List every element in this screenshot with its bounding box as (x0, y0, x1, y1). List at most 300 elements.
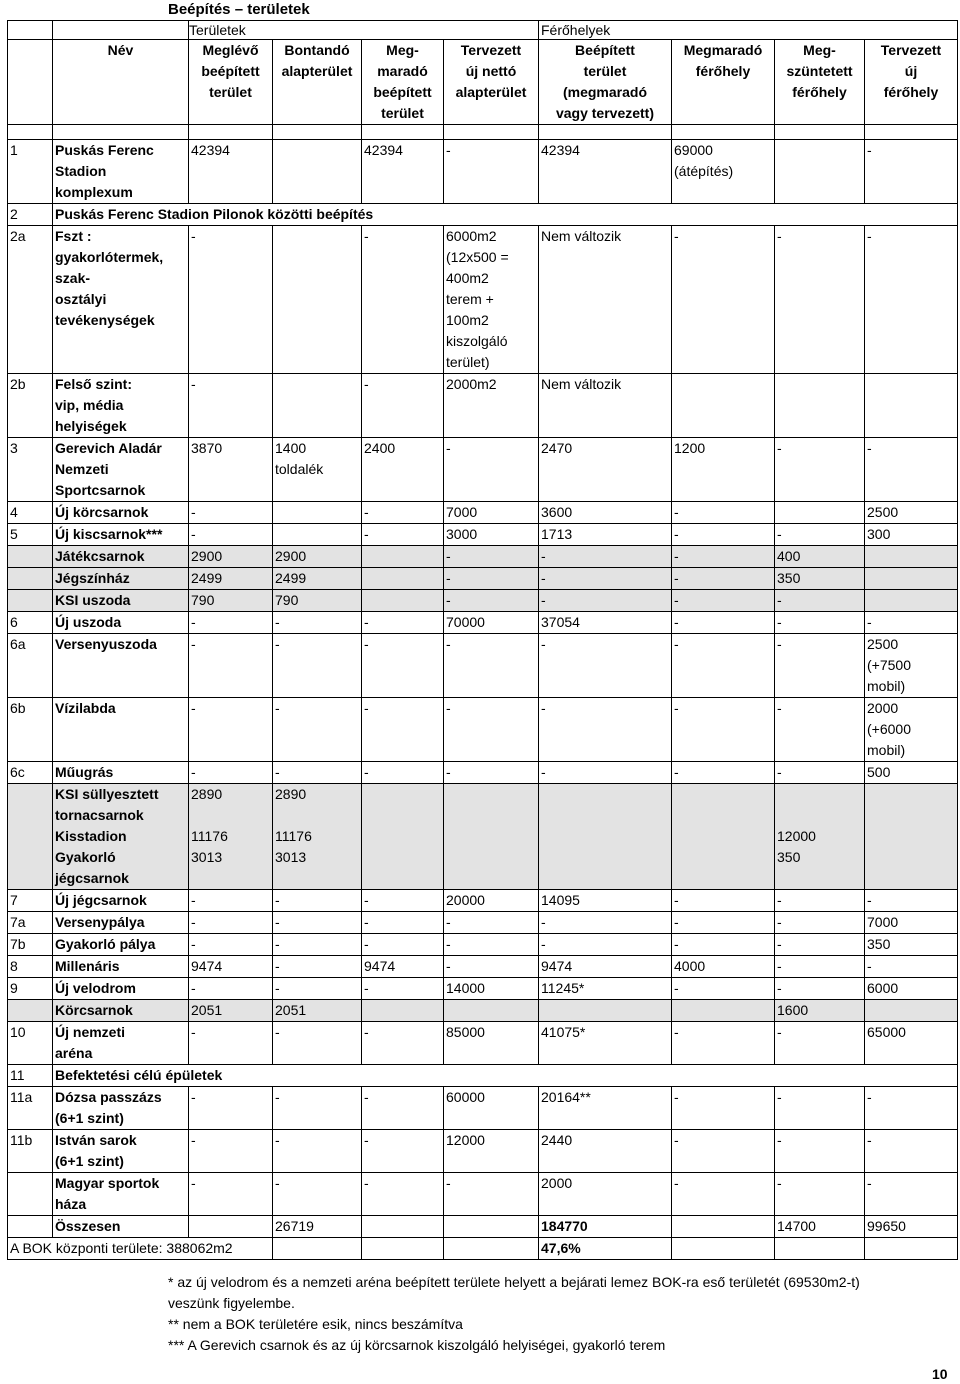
value-cell: - (273, 1173, 362, 1216)
value-cell (672, 374, 775, 438)
value-cell: 12000 350 (775, 784, 865, 890)
row-name-cell: Új körcsarnok (53, 502, 189, 524)
value-cell: - (775, 956, 865, 978)
value-cell: - (865, 226, 958, 374)
col-header-existing: Meglévő beépített terület (189, 40, 273, 125)
row-name-cell: KSI süllyesztett tornacsarnok Kisstadion Gyakorló jégcsarnok (53, 784, 189, 890)
value-cell: - (189, 502, 273, 524)
table-row (8, 502, 958, 524)
col-header-built: Beépített terület (megmaradó vagy tervezett) (539, 40, 672, 125)
row-name-cell: Befektetési célú épületek (53, 1065, 958, 1087)
row-number-cell: 1 (8, 140, 53, 204)
table-row (8, 524, 958, 546)
value-cell: - (672, 568, 775, 590)
value-cell: - (775, 912, 865, 934)
value-cell: 1600 (775, 1000, 865, 1022)
value-cell: - (444, 912, 539, 934)
value-cell: 2499 (273, 568, 362, 590)
row-number-cell (8, 546, 53, 568)
value-cell: - (444, 438, 539, 502)
value-cell (672, 1000, 775, 1022)
value-cell: - (362, 890, 444, 912)
row-number-cell: 3 (8, 438, 53, 502)
value-cell: - (865, 612, 958, 634)
row-name-cell: Új uszoda (53, 612, 189, 634)
value-cell (865, 374, 958, 438)
value-cell: - (273, 956, 362, 978)
value-cell: 790 (273, 590, 362, 612)
row-name-cell: Új velodrom (53, 978, 189, 1000)
table-row (8, 912, 958, 934)
value-cell: 14000 (444, 978, 539, 1000)
row-name-cell: Gyakorló pálya (53, 934, 189, 956)
value-cell: 2000 (539, 1173, 672, 1216)
value-cell: - (444, 634, 539, 698)
value-cell: - (865, 1130, 958, 1173)
value-cell: - (775, 1130, 865, 1173)
row-name-cell: Vízilabda (53, 698, 189, 762)
value-cell: - (362, 1087, 444, 1130)
row-number-cell: 7a (8, 912, 53, 934)
value-cell: - (672, 226, 775, 374)
value-cell: - (444, 934, 539, 956)
value-cell: - (672, 1130, 775, 1173)
value-cell: - (444, 546, 539, 568)
value-cell: - (775, 1087, 865, 1130)
value-cell: - (444, 568, 539, 590)
value-cell: - (189, 978, 273, 1000)
value-cell: - (362, 762, 444, 784)
value-cell: 2890 11176 3013 (189, 784, 273, 890)
value-cell: 2890 11176 3013 (273, 784, 362, 890)
value-cell (865, 1000, 958, 1022)
row-number-cell: 11b (8, 1130, 53, 1173)
table-row (8, 1022, 958, 1065)
table-row (8, 612, 958, 634)
value-cell: - (444, 1173, 539, 1216)
row-name-cell: Gerevich Aladár Nemzeti Sportcsarnok (53, 438, 189, 502)
value-cell: 2051 (189, 1000, 273, 1022)
value-cell: - (444, 698, 539, 762)
row-name-cell: Dózsa passzázs (6+1 szint) (53, 1087, 189, 1130)
row-number-cell: 6a (8, 634, 53, 698)
table-row (8, 1087, 958, 1130)
value-cell: - (775, 1173, 865, 1216)
group-header-areas: Területek (189, 21, 539, 40)
value-cell: - (273, 634, 362, 698)
row-name-cell: Jégszínház (53, 568, 189, 590)
value-cell (539, 1000, 672, 1022)
value-cell: 300 (865, 524, 958, 546)
table-row (8, 1173, 958, 1216)
value-cell: - (865, 140, 958, 204)
col-header-planned-net: Tervezett új nettó alapterület (444, 40, 539, 125)
value-cell (362, 1000, 444, 1022)
value-cell (775, 1238, 865, 1260)
table-row (8, 590, 958, 612)
value-cell: - (362, 502, 444, 524)
value-cell (273, 140, 362, 204)
row-number-cell: 2b (8, 374, 53, 438)
value-cell: 69000 (átépítés) (672, 140, 775, 204)
table-row (8, 1130, 958, 1173)
value-cell: - (672, 912, 775, 934)
value-cell: - (362, 1022, 444, 1065)
value-cell: 20164** (539, 1087, 672, 1130)
value-cell (362, 546, 444, 568)
value-cell: 9474 (539, 956, 672, 978)
row-number-cell (8, 784, 53, 890)
value-cell: - (539, 634, 672, 698)
value-cell: - (672, 890, 775, 912)
value-cell: - (775, 890, 865, 912)
value-cell: - (865, 890, 958, 912)
value-cell (672, 1216, 775, 1238)
value-cell: 6000 (865, 978, 958, 1000)
row-number-cell: 5 (8, 524, 53, 546)
value-cell: - (362, 374, 444, 438)
value-cell: 1713 (539, 524, 672, 546)
value-cell: 184770 (539, 1216, 672, 1238)
value-cell: - (362, 934, 444, 956)
value-cell: - (362, 912, 444, 934)
value-cell: 9474 (189, 956, 273, 978)
row-number-cell: 10 (8, 1022, 53, 1065)
row-number-cell (8, 1000, 53, 1022)
value-cell: - (362, 634, 444, 698)
row-name-cell: Fszt : gyakorlótermek, szak- osztályi tevékenységek (53, 226, 189, 374)
value-cell: 2051 (273, 1000, 362, 1022)
value-cell: Nem változik (539, 226, 672, 374)
value-cell (362, 784, 444, 890)
value-cell: - (775, 634, 865, 698)
value-cell: - (865, 1087, 958, 1130)
value-cell: - (444, 140, 539, 204)
value-cell (273, 502, 362, 524)
value-cell: - (775, 438, 865, 502)
value-cell (865, 568, 958, 590)
value-cell: - (273, 978, 362, 1000)
value-cell: 350 (865, 934, 958, 956)
row-name-cell: István sarok (6+1 szint) (53, 1130, 189, 1173)
value-cell: - (672, 612, 775, 634)
value-cell: 3870 (189, 438, 273, 502)
value-cell: - (539, 698, 672, 762)
value-cell: 42394 (539, 140, 672, 204)
col-header-remaining-spaces: Megmaradó férőhely (672, 40, 775, 125)
value-cell (775, 374, 865, 438)
row-number-cell: 6 (8, 612, 53, 634)
row-name-cell: KSI uszoda (53, 590, 189, 612)
row-number-cell: 8 (8, 956, 53, 978)
group-header-spaces: Férőhelyek (539, 21, 958, 40)
value-cell (444, 784, 539, 890)
value-cell: - (672, 934, 775, 956)
row-number-cell: 4 (8, 502, 53, 524)
value-cell: - (189, 226, 273, 374)
value-cell: - (539, 546, 672, 568)
value-cell: - (539, 912, 672, 934)
value-cell (865, 590, 958, 612)
value-cell (273, 226, 362, 374)
value-cell (865, 784, 958, 890)
value-cell: - (189, 1087, 273, 1130)
value-cell (189, 1216, 273, 1238)
value-cell: 11245* (539, 978, 672, 1000)
table-row (8, 546, 958, 568)
row-name-cell: Körcsarnok (53, 1000, 189, 1022)
row-number-cell: 7b (8, 934, 53, 956)
table-row (8, 1065, 958, 1087)
value-cell (539, 784, 672, 890)
page-number: 10 (932, 1366, 948, 1382)
value-cell: 2900 (273, 546, 362, 568)
table-row (8, 1216, 958, 1238)
value-cell: - (189, 374, 273, 438)
value-cell: - (362, 1130, 444, 1173)
value-cell: - (775, 524, 865, 546)
value-cell: 26719 (273, 1216, 362, 1238)
table-body (8, 140, 958, 1260)
value-cell (362, 568, 444, 590)
value-cell: 47,6% (539, 1238, 672, 1260)
value-cell: - (362, 226, 444, 374)
col-header-remaining: Meg- maradó beépített terület (362, 40, 444, 125)
value-cell: 2470 (539, 438, 672, 502)
value-cell: - (273, 890, 362, 912)
value-cell: - (775, 612, 865, 634)
value-cell: 70000 (444, 612, 539, 634)
row-number-cell: 6c (8, 762, 53, 784)
value-cell: 2400 (362, 438, 444, 502)
table-row (8, 956, 958, 978)
value-cell: - (672, 762, 775, 784)
row-number-cell: 2a (8, 226, 53, 374)
value-cell: - (189, 634, 273, 698)
value-cell: 3600 (539, 502, 672, 524)
value-cell: - (672, 634, 775, 698)
value-cell: - (539, 590, 672, 612)
value-cell: - (273, 934, 362, 956)
value-cell: 9474 (362, 956, 444, 978)
value-cell: 4000 (672, 956, 775, 978)
value-cell: - (672, 502, 775, 524)
value-cell: 65000 (865, 1022, 958, 1065)
footnote-2: ** nem a BOK területére esik, nincs beszámítva (168, 1316, 463, 1332)
value-cell: 12000 (444, 1130, 539, 1173)
value-cell (362, 1238, 444, 1260)
value-cell: 350 (775, 568, 865, 590)
footnotes (168, 1272, 958, 1356)
value-cell (362, 1216, 444, 1238)
value-cell: 14095 (539, 890, 672, 912)
col-header-abolished-spaces: Meg- szüntetett férőhely (775, 40, 865, 125)
value-cell: - (672, 1087, 775, 1130)
table-row (8, 226, 958, 374)
value-cell (865, 1238, 958, 1260)
value-cell: - (775, 698, 865, 762)
row-name-cell: Versenypálya (53, 912, 189, 934)
value-cell: 1200 (672, 438, 775, 502)
value-cell: - (362, 1173, 444, 1216)
value-cell (672, 1238, 775, 1260)
value-cell: 2900 (189, 546, 273, 568)
value-cell: - (775, 1022, 865, 1065)
value-cell: - (189, 698, 273, 762)
value-cell: 2440 (539, 1130, 672, 1173)
value-cell: - (672, 524, 775, 546)
value-cell (444, 1000, 539, 1022)
value-cell: 60000 (444, 1087, 539, 1130)
col-header-planned-spaces: Tervezett új férőhely (865, 40, 958, 125)
row-name-cell: A BOK központi területe: 388062m2 (8, 1238, 273, 1260)
value-cell: - (775, 934, 865, 956)
value-cell: - (189, 934, 273, 956)
row-number-cell (8, 568, 53, 590)
value-cell: 1400 toldalék (273, 438, 362, 502)
row-number-cell: 9 (8, 978, 53, 1000)
table-row (8, 978, 958, 1000)
value-cell: 2500 (+7500 mobil) (865, 634, 958, 698)
value-cell: 37054 (539, 612, 672, 634)
row-name-cell: Összesen (53, 1216, 189, 1238)
value-cell: - (362, 698, 444, 762)
value-cell: - (189, 762, 273, 784)
header-row (8, 40, 958, 125)
value-cell (444, 1216, 539, 1238)
value-cell: 2000m2 (444, 374, 539, 438)
table-row (8, 784, 958, 890)
value-cell: Nem változik (539, 374, 672, 438)
value-cell: - (273, 612, 362, 634)
value-cell: 500 (865, 762, 958, 784)
value-cell: 790 (189, 590, 273, 612)
table-row (8, 698, 958, 762)
value-cell: - (189, 1173, 273, 1216)
row-name-cell: Millenáris (53, 956, 189, 978)
value-cell: - (672, 698, 775, 762)
value-cell: - (444, 590, 539, 612)
value-cell (273, 524, 362, 546)
row-name-cell: Versenyuszoda (53, 634, 189, 698)
value-cell: - (273, 1087, 362, 1130)
value-cell: - (273, 912, 362, 934)
value-cell: 6000m2 (12x500 = 400m2 terem + 100m2 kiszolgáló terület) (444, 226, 539, 374)
table-row (8, 204, 958, 226)
value-cell: - (775, 978, 865, 1000)
value-cell: - (189, 890, 273, 912)
value-cell: - (189, 1130, 273, 1173)
value-cell: - (539, 568, 672, 590)
value-cell: - (273, 762, 362, 784)
value-cell: 42394 (189, 140, 273, 204)
value-cell (273, 374, 362, 438)
table-row (8, 890, 958, 912)
value-cell: - (362, 978, 444, 1000)
value-cell: 41075* (539, 1022, 672, 1065)
row-name-cell: Puskás Ferenc Stadion Pilonok közötti beépítés (53, 204, 958, 226)
row-number-cell: 11 (8, 1065, 53, 1087)
value-cell (273, 1238, 362, 1260)
row-number-cell (8, 1216, 53, 1238)
value-cell: - (865, 438, 958, 502)
value-cell: - (672, 1173, 775, 1216)
value-cell: - (865, 1173, 958, 1216)
value-cell: - (189, 612, 273, 634)
value-cell: - (444, 956, 539, 978)
value-cell: - (775, 226, 865, 374)
row-name-cell: Új nemzeti aréna (53, 1022, 189, 1065)
row-name-cell: Felső szint: vip, média helyiségek (53, 374, 189, 438)
value-cell: 7000 (444, 502, 539, 524)
value-cell: - (539, 934, 672, 956)
value-cell: - (672, 1022, 775, 1065)
header-group-row (8, 21, 958, 40)
value-cell: - (362, 612, 444, 634)
footnote-3: *** A Gerevich csarnok és az új körcsarnok kiszolgáló helyiségei, gyakorló terem (168, 1337, 666, 1353)
value-cell: 2499 (189, 568, 273, 590)
value-cell (865, 546, 958, 568)
value-cell: - (189, 1022, 273, 1065)
value-cell: 400 (775, 546, 865, 568)
row-name-cell: Új kiscsarnok*** (53, 524, 189, 546)
row-name-cell: Új jégcsarnok (53, 890, 189, 912)
value-cell: - (672, 546, 775, 568)
row-name-cell: Műugrás (53, 762, 189, 784)
spacer-row (8, 125, 958, 140)
value-cell: 3000 (444, 524, 539, 546)
table-row (8, 934, 958, 956)
table-row (8, 374, 958, 438)
value-cell (775, 140, 865, 204)
table-row (8, 1238, 958, 1260)
row-name-cell: Magyar sportok háza (53, 1173, 189, 1216)
value-cell: 99650 (865, 1216, 958, 1238)
col-header-demolish: Bontandó alapterület (273, 40, 362, 125)
document-title: Beépítés – területek (168, 1, 310, 18)
row-number-cell: 6b (8, 698, 53, 762)
value-cell: - (539, 762, 672, 784)
value-cell: - (362, 524, 444, 546)
value-cell: 42394 (362, 140, 444, 204)
row-number-cell: 2 (8, 204, 53, 226)
areas-table (7, 20, 958, 1260)
value-cell: - (672, 978, 775, 1000)
value-cell: - (775, 762, 865, 784)
value-cell (672, 784, 775, 890)
value-cell: - (444, 762, 539, 784)
row-number-cell (8, 590, 53, 612)
value-cell: - (273, 698, 362, 762)
value-cell: - (189, 912, 273, 934)
value-cell: 7000 (865, 912, 958, 934)
table-row (8, 140, 958, 204)
value-cell: 20000 (444, 890, 539, 912)
value-cell: - (273, 1022, 362, 1065)
footnote-1: * az új velodrom és a nemzeti aréna beépített területe helyett a bejárati lemez BOK-ra eső területét (69530m2-t) veszünk figyelembe. (168, 1274, 860, 1311)
value-cell: - (775, 590, 865, 612)
value-cell: 2000 (+6000 mobil) (865, 698, 958, 762)
row-name-cell: Játékcsarnok (53, 546, 189, 568)
value-cell: - (865, 956, 958, 978)
value-cell: 2500 (865, 502, 958, 524)
value-cell (775, 502, 865, 524)
value-cell: 85000 (444, 1022, 539, 1065)
value-cell: - (189, 524, 273, 546)
row-number-cell (8, 1173, 53, 1216)
value-cell (444, 1238, 539, 1260)
value-cell: 14700 (775, 1216, 865, 1238)
